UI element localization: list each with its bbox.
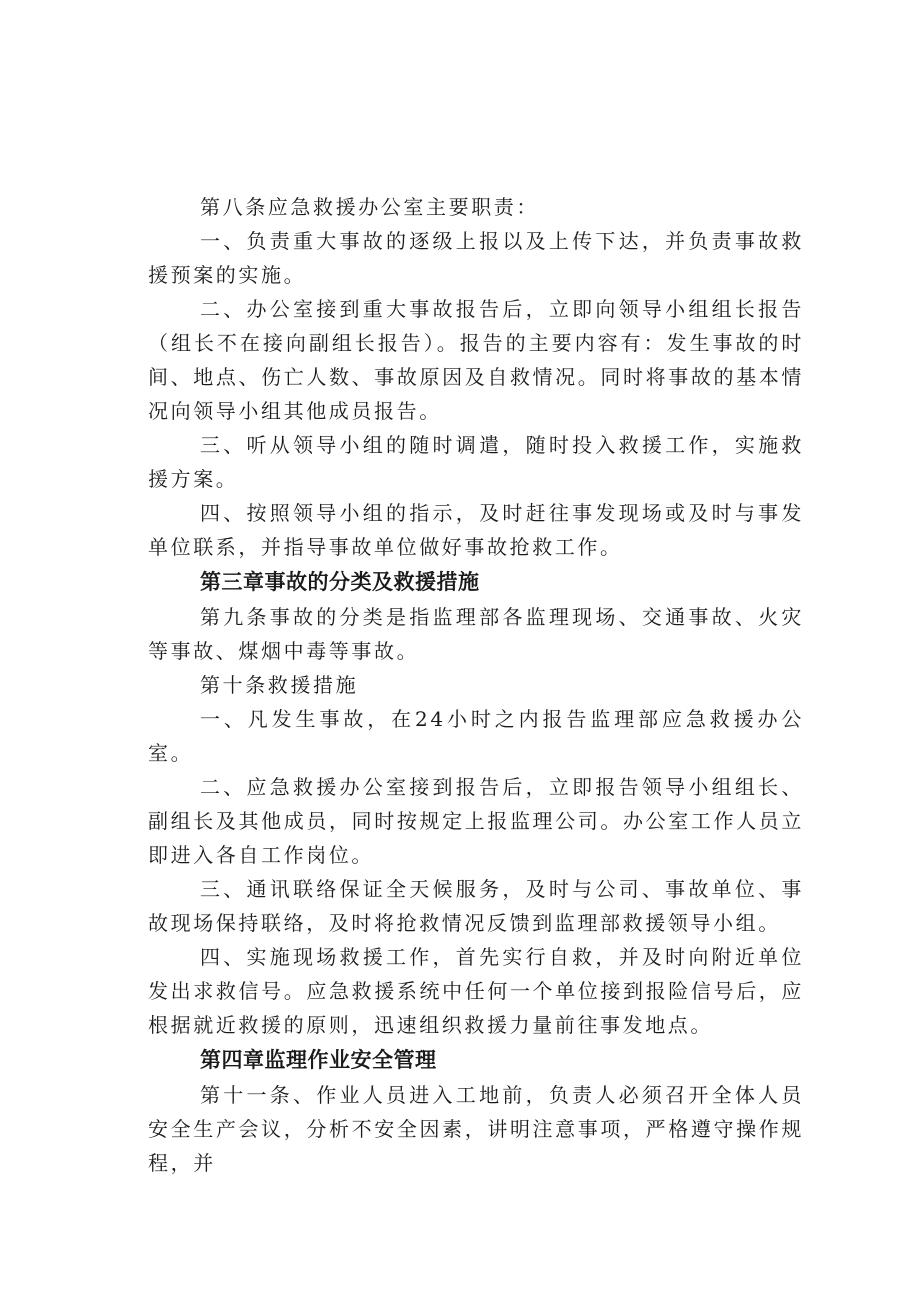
article-8-item-1: 一、负责重大事故的逐级上报以及上传下达，并负责事故救援预案的实施。 [148, 229, 804, 287]
article-8-title: 第八条应急救援办公室主要职责： [200, 195, 539, 219]
article-10-title: 第十条救援措施 [200, 673, 359, 697]
chapter-4-heading: 第四章监理作业安全管理 [200, 1048, 437, 1072]
article-10-item-1: 一、凡发生事故，在24小时之内报告监理部应急救援办公室。 [148, 707, 804, 765]
article-8-item-2: 二、办公室接到重大事故报告后，立即向领导小组组长报告（组长不在接向副组长报告）。报告的主要内容有：发生事故的时间、地点、伤亡人数、事故原因及自救情况。同时将事故的基本情况向领导小组其他成员报告。 [148, 297, 804, 423]
document-page [148, 190, 804, 1180]
article-11: 第十一条、作业人员进入工地前，负责人必须召开全体人员安全生产会议，分析不安全因素，讲明注意事项，严格遵守操作规程，并 [148, 1083, 804, 1175]
article-8-item-3: 三、听从领导小组的随时调遣，随时投入救援工作，实施救援方案。 [148, 433, 804, 491]
article-8-item-4: 四、按照领导小组的指示，及时赶往事发现场或及时与事发单位联系，并指导事故单位做好事故抢救工作。 [148, 501, 804, 559]
article-10-item-4: 四、实施现场救援工作，首先实行自救，并及时向附近单位发出求救信号。应急救援系统中任何一个单位接到报险信号后，应根据就近救援的原则，迅速组织救援力量前往事发地点。 [148, 945, 804, 1037]
chapter-3-heading: 第三章事故的分类及救援措施 [200, 570, 480, 594]
article-10-item-3: 三、通讯联络保证全天候服务，及时与公司、事故单位、事故现场保持联络，及时将抢救情况反馈到监理部救援领导小组。 [148, 877, 804, 935]
article-9: 第九条事故的分类是指监理部各监理现场、交通事故、火灾等事故、煤烟中毒等事故。 [148, 605, 804, 663]
article-10-item-2: 二、应急救援办公室接到报告后，立即报告领导小组组长、副组长及其他成员，同时按规定上报监理公司。办公室工作人员立即进入各自工作岗位。 [148, 775, 804, 867]
